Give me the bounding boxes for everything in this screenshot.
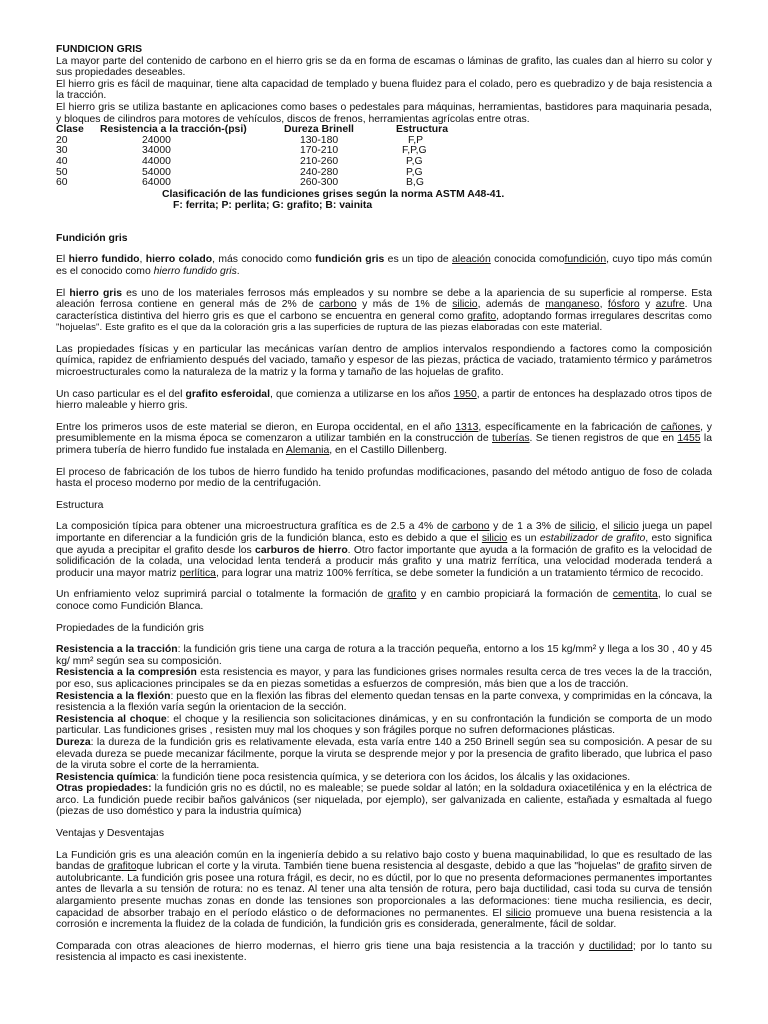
link-1950[interactable]: 1950 [453, 388, 477, 400]
table-header: Resistencia a la tracción-(psi) [100, 124, 247, 136]
property-item: Resistencia al choque: el choque y la resiliencia son solicitaciones dinámicas, y en su confrontación la fundición se comporta de un modo particular. Las fundiciones grises , resisten muy mal los choques y son frágiles porque no sufren deformaciones plásticas. [56, 713, 712, 737]
link-perlitica[interactable]: perlítica [179, 567, 216, 579]
link-aleacion[interactable]: aleación [452, 254, 491, 266]
property-item: Resistencia a la flexión: puesto que en la flexión las fibras del elemento quedan tensas en la parte convexa, y comprimidas en la cóncava, la resistencia a la flexión varía según la orientacion de la sección. [56, 690, 712, 714]
table-cell: 50 [56, 166, 68, 178]
link-grafito[interactable]: grafito [637, 861, 667, 873]
link-azufre[interactable]: azufre [655, 299, 685, 311]
intro-paragraph: El hierro gris es fácil de maquinar, tiene alta capacidad de templado y buena fluidez para el colado, pero es quebradizo y de baja resistencia a la tracción. [56, 78, 712, 102]
section-heading: Propiedades de la fundición gris [56, 622, 204, 634]
table-cell: 260-300 [300, 177, 339, 189]
table-cell: 60 [56, 177, 68, 189]
property-item: Dureza: la dureza de la fundición gris es relativamente elevada, esta varía entre 140 a 250 Brinell según sea su composición. A pesar de su elevada dureza se puede mecanizar fácilmente, porque la viruta se desprende mejor y por la presencia de grafito liberado, que lubrica el paso de la viruta sobre el corte de la herramienta. [56, 736, 712, 772]
table-row [56, 157, 506, 168]
table-cell: B,G [406, 177, 424, 189]
link-grafito[interactable]: grafito [467, 310, 497, 322]
grades-table [56, 125, 506, 189]
intro-paragraph: El hierro gris se utiliza bastante en aplicaciones como bases o pedestales para máquinas, herramientas, bastidores para maquinaria pesada, y bloques de cilindros para motores de vehículos, discos de frenos, herramientas agrícolas entre otras. [56, 101, 712, 125]
table-cell: F,P [408, 134, 424, 146]
link-grafito[interactable]: grafito [387, 589, 417, 601]
link-tuberias[interactable]: tuberías [492, 433, 530, 445]
section-heading: Estructura [56, 499, 104, 511]
property-item: Resistencia química: la fundición tiene poca resistencia química, y se deteriora con los ácidos, los álcalis y las oxidaciones. [56, 771, 631, 783]
article-paragraph: La composición típica para obtener una microestructura grafítica es de 2.5 a 4% de carbono y de 1 a 3% de silicio, el silicio juega un papel importante en diferenciar a la fundición gris de la fundición blanca, esto es debido a que el silicio es un estabilizador de grafito, esto significa que ayuda a precipitar el grafito desde los carburos de hierro. Otro factor importante que ayuda a la formación de grafito es la velocidad de solidificación de la colada, una velocidad lenta tenderá a producir más grafito y una matriz ferrítica, una velocidad moderada tenderá a producir una mayor matriz perlítica, para lograr una matriz 100% ferrítica, se debe someter la fundición a un tratamiento térmico de recocido. [56, 521, 713, 579]
link-alemania[interactable]: Alemania [285, 445, 330, 457]
table-cell: 54000 [142, 166, 171, 178]
table-row [56, 178, 506, 189]
article-paragraph: Las propiedades físicas y en particular las mecánicas varían dentro de amplios intervalos respondiendo a factores como la composición química, rapidez de enfriamiento después del vaciado, tamaño y espesor de las piezas, práctica de vaciado, tratamiento térmico y parámetros microestructurales como la naturaleza de la matriz y la forma y tamaño de las hojuelas de grafito. [56, 343, 712, 379]
table-header-row [56, 125, 506, 136]
table-header: Estructura [396, 124, 448, 136]
section-heading: Ventajas y Desventajas [56, 828, 165, 840]
table-cell: P,G [406, 155, 423, 167]
intro-paragraph: La mayor parte del contenido de carbono en el hierro gris se da en forma de escamas o láminas de grafito, las cuales dan al hierro su color y sus propiedades deseables. [56, 55, 712, 79]
doc-title: FUNDICION GRIS [56, 44, 143, 55]
link-fosforo[interactable]: fósforo [607, 299, 640, 311]
article-paragraph: El hierro fundido, hierro colado, más conocido como fundición gris es un tipo de aleación conocida comofundición, cuyo tipo más común es el conocido como hierro fundido gris. [56, 254, 712, 277]
table-row [56, 136, 506, 147]
link-canones[interactable]: cañones [660, 421, 701, 433]
table-legend: F: ferrita; P: perlita; G: grafito; B: vainita [173, 199, 373, 211]
table-cell: P,G [406, 166, 423, 178]
section-title: Fundición gris [56, 232, 128, 244]
link-carbono[interactable]: carbono [452, 521, 490, 533]
table-cell: 210-260 [300, 155, 339, 167]
link-carbono[interactable]: carbono [319, 299, 357, 311]
link-silicio[interactable]: silicio [505, 907, 532, 919]
table-cell: 24000 [142, 134, 171, 146]
table-header: Clase [56, 124, 84, 136]
table-cell: 170-210 [300, 145, 339, 157]
table-header: Dureza Brinell [284, 124, 354, 136]
table-cell: F,P,G [402, 145, 427, 157]
link-fundicion[interactable]: fundición [564, 254, 607, 266]
article-paragraph: El proceso de fabricación de los tubos de hierro fundido ha tenido profundas modificaciones, pasando del método antiguo de foso de colada hasta el proceso moderno por medio de la centrifugación. [56, 466, 712, 490]
table-row [56, 168, 506, 179]
table-cell: 40 [56, 155, 68, 167]
table-row [56, 146, 506, 157]
link-manganeso[interactable]: manganeso [545, 299, 600, 311]
link-silicio[interactable]: silicio [569, 521, 596, 533]
link-silicio[interactable]: silicio [481, 533, 508, 544]
article-paragraph: Comparada con otras aleaciones de hierro modernas, el hierro gris tiene una baja resistencia a la tracción y ductilidad; por lo tanto su resistencia al impacto es casi inexistente. [56, 940, 713, 964]
table-cell: 130-180 [300, 134, 339, 146]
article-paragraph: Entre los primeros usos de este material se dieron, en Europa occidental, en el año 1313, específicamente en la fabricación de cañones, y presumiblemente en la misma época se comenzaron a utilizar también en la construcción de tuberías. Se tienen registros de que en 1455 la primera tubería de hierro fundido fue instalada en Alemania, en el Castillo Dillenberg. [56, 421, 712, 457]
link-1455[interactable]: 1455 [677, 433, 701, 445]
link-1313[interactable]: 1313 [455, 421, 479, 433]
link-ductilidad[interactable]: ductilidad [588, 940, 633, 952]
property-item: Resistencia a la tracción: la fundición gris tiene una carga de rotura a la tracción pequeña, entorno a los 15 kg/mm² y llega a los 30 , 40 y 45 kg/ mm² según sea su composición. [56, 644, 712, 667]
table-cell: 240-280 [300, 166, 339, 178]
article-paragraph: Un caso particular es el del grafito esferoidal, que comienza a utilizarse en los años 1950, a partir de entonces ha desplazado otros tipos de hierro maleable y hierro gris. [56, 388, 712, 412]
article-paragraph: Un enfriamiento veloz suprimirá parcial o totalmente la formación de grafito y en cambio propiciará la formación de cementita, lo cual se conoce como Fundición Blanca. [56, 589, 713, 612]
article-paragraph: El hierro gris es uno de los materiales ferrosos más empleados y su nombre se debe a la apariencia de su superficie al romperse. Esta aleación ferrosa contiene en general más de 2% de carbono y más de 1% de silicio, además de manganeso, fósforo y azufre. Una característica distintiva del hierro gris es que el carbono se encuentra en general como grafito, adoptando formas irregulares descritas como "hojuelas". Este grafito es el que da la coloración gris a las superficies de ruptura de las piezas elaboradas con este material. [56, 287, 712, 334]
property-item: Otras propiedades: la fundición gris no es dúctil, no es maleable; se puede soldar al latón; en la soldadura oxiacetilénica y en la eléctrica de arco. La fundición puede recibir baños galvánicos (ser niquelada, por ejemplo), ser galvanizada en caliente, estañada y esmaltada al fuego (piezas de uso doméstico y para la industria química) [56, 783, 712, 818]
table-cell: 44000 [142, 155, 171, 167]
table-cell: 34000 [142, 145, 171, 157]
link-cementita[interactable]: cementita [612, 589, 658, 601]
link-grafito[interactable]: grafito [107, 861, 137, 873]
table-caption: Clasificación de las fundiciones grises según la norma ASTM A48-41. [162, 188, 505, 200]
article-paragraph: La Fundición gris es una aleación común en la ingeniería debido a su relativo bajo costo y buena maquinabilidad, lo que es resultado de las bandas de grafitoque lubrican el corte y la viruta. También tiene buena resistencia al desgaste, debido a que las "hojuelas" de grafito sirven de autolubricante. La fundición gris posee una rotura frágil, es decir, no es dúctil, por lo que no presenta deformaciones permanentes importantes antes de llevarla a su tensión de rotura: no es tenaz. Al tener una alta tensión de rotura, pero baja ductilidad, casi toda su curva de tensión alargamiento presente muchas zonas en donde las tensiones son proporcionales a las deformaciones: tiene mucha resiliencia, es decir, capacidad de absorber trabajo en el período elástico o de deformaciones no permanentes. El silicio promueve una buena resistencia a la corrosión e incrementa la fluidez de la colada de fundición, la fundición gris es considerada, generalmente, fácil de soldar. [56, 849, 713, 931]
link-silicio[interactable]: silicio [452, 299, 478, 311]
table-cell: 30 [56, 145, 68, 157]
table-cell: 64000 [142, 177, 171, 189]
link-silicio[interactable]: silicio [613, 521, 639, 533]
property-item: Resistencia a la compresión esta resistencia es mayor, y para las fundiciones grises normales resulta cerca de tres veces la de la tracción, por eso, sus aplicaciones principales se da en piezas sometidas a esfuerzos de compresión, más bien que a los de tracción. [56, 667, 712, 690]
table-cell: 20 [56, 134, 68, 146]
